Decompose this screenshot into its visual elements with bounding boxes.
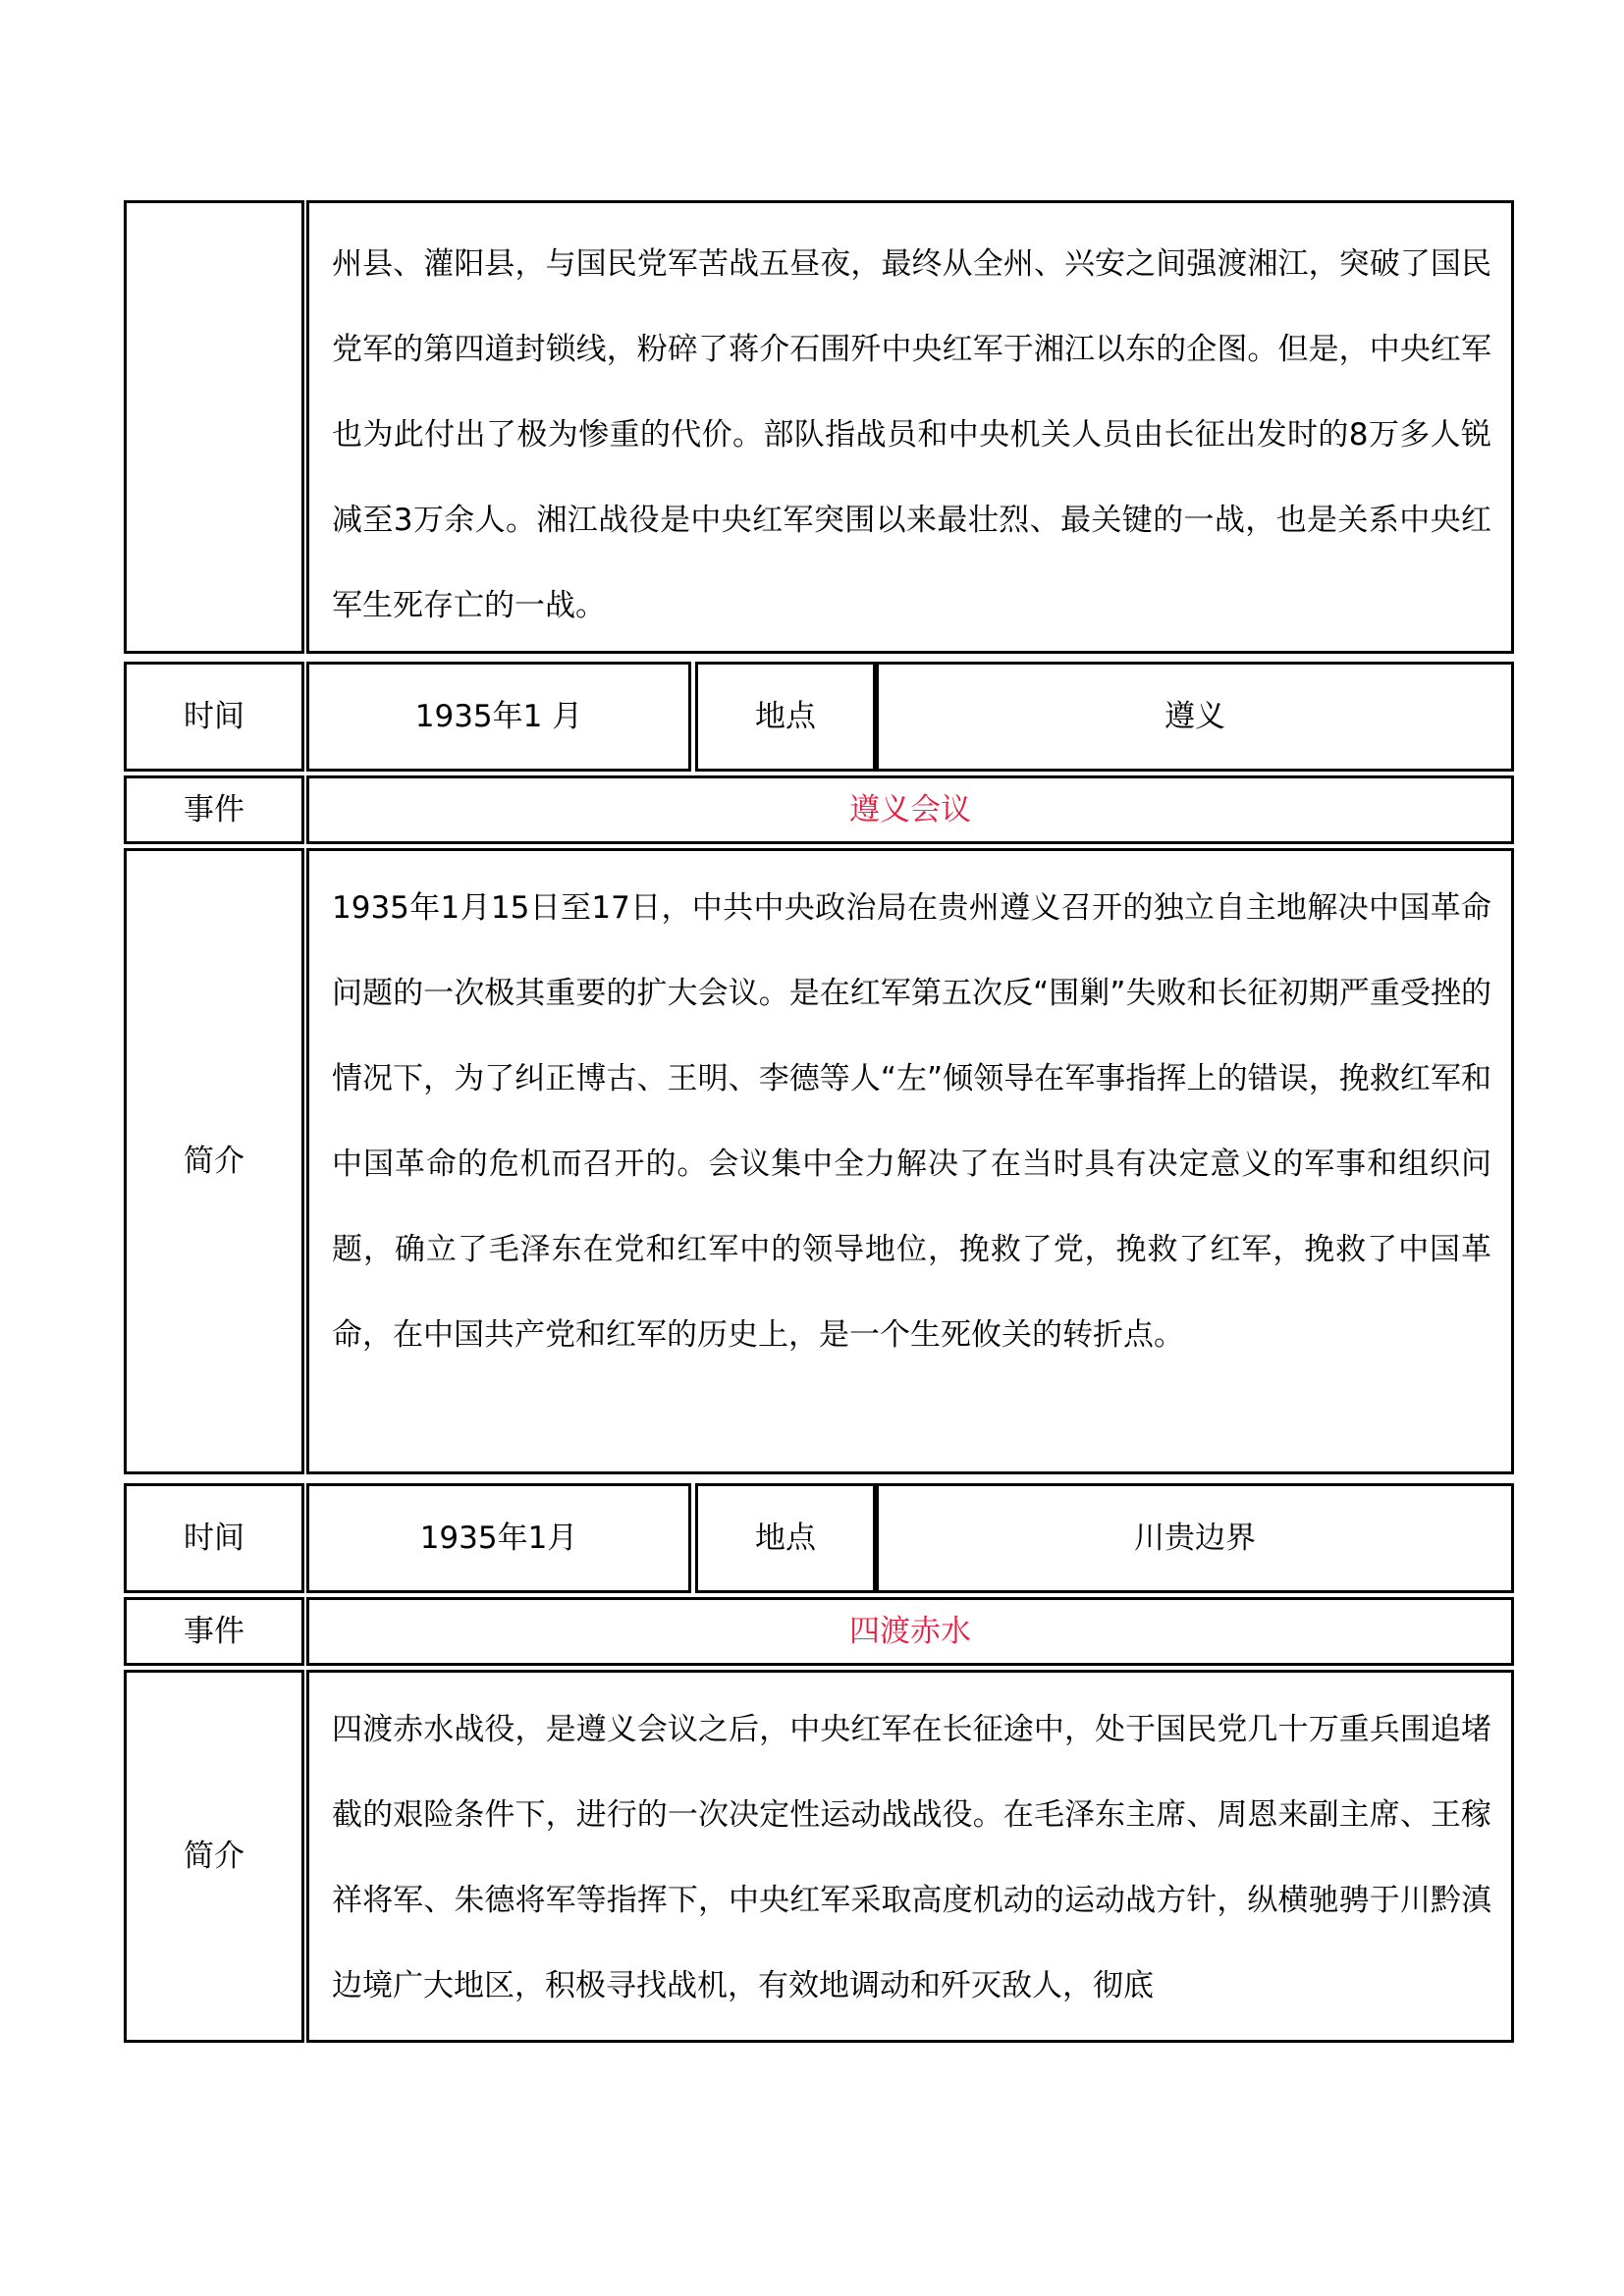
place-value-cell	[876, 662, 1514, 772]
event-label-cell	[124, 775, 304, 844]
time-value: 1935年1月	[419, 1520, 578, 1556]
time-value-cell	[306, 662, 691, 772]
place-value: 川贵边界	[1134, 1520, 1256, 1556]
event-label: 事件	[184, 791, 244, 828]
place-value: 遵义	[1164, 698, 1225, 734]
intro-text: 四渡赤水战役，是遵义会议之后，中央红军在长征途中，处于国民党几十万重兵围追堵截的艰险条件下，进行的一次决定性运动战战役。在毛泽东主席、周恩来副主席、王稼祥将军、朱德将军等指挥下，中央红军采取高度机动的运动战方针，纵横驰骋于川黔滇边境广大地区，积极寻找战机，有效地调动和歼灭敌人，彻底	[332, 1712, 1491, 2003]
time-label-cell	[124, 1483, 304, 1593]
place-label: 地点	[755, 1520, 816, 1556]
place-label: 地点	[755, 698, 816, 734]
continued-intro-text-cell	[306, 200, 1514, 654]
time-label: 时间	[184, 1520, 244, 1556]
event-title-cell	[306, 1597, 1514, 1666]
intro-label-cell	[124, 1670, 304, 2043]
time-value-cell	[306, 1483, 691, 1593]
continued-intro-text: 州县、灌阳县，与国民党军苦战五昼夜，最终从全州、兴安之间强渡湘江，突破了国民党军的第四道封锁线，粉碎了蒋介石围歼中央红军于湘江以东的企图。但是，中央红军也为此付出了极为惨重的代价。部队指战员和中央机关人员由长征出发时的8万多人锐减至3万余人。湘江战役是中央红军突围以来最壮烈、最关键的一战，也是关系中央红军生死存亡的一战。	[332, 246, 1491, 623]
event-title-cell	[306, 775, 1514, 844]
event-title: 四渡赤水	[849, 1613, 971, 1649]
event-label-cell	[124, 1597, 304, 1666]
time-label: 时间	[184, 698, 244, 734]
time-label-cell	[124, 662, 304, 772]
intro-label-cell	[124, 848, 304, 1474]
continued-label-cell	[124, 200, 304, 654]
time-value: 1935年1 月	[414, 698, 583, 734]
intro-label: 简介	[184, 1143, 244, 1179]
event-label: 事件	[184, 1613, 244, 1649]
place-value-cell	[876, 1483, 1514, 1593]
intro-label: 简介	[184, 1838, 244, 1874]
event-title: 遵义会议	[849, 791, 971, 828]
intro-text-cell	[306, 848, 1514, 1474]
intro-text: 1935年1月15日至17日，中共中央政治局在贵州遵义召开的独立自主地解决中国革命问题的一次极其重要的扩大会议。是在红军第五次反“围剿”失败和长征初期严重受挫的情况下，为了纠正博古、王明、李德等人“左”倾领导在军事指挥上的错误，挽救红军和中国革命的危机而召开的。会议集中全力解决了在当时具有决定意义的军事和组织问题，确立了毛泽东在党和红军中的领导地位，挽救了党，挽救了红军，挽救了中国革命，在中国共产党和红军的历史上，是一个生死攸关的转折点。	[332, 890, 1491, 1353]
place-label-cell	[695, 1483, 876, 1593]
intro-text-cell	[306, 1670, 1514, 2043]
place-label-cell	[695, 662, 876, 772]
